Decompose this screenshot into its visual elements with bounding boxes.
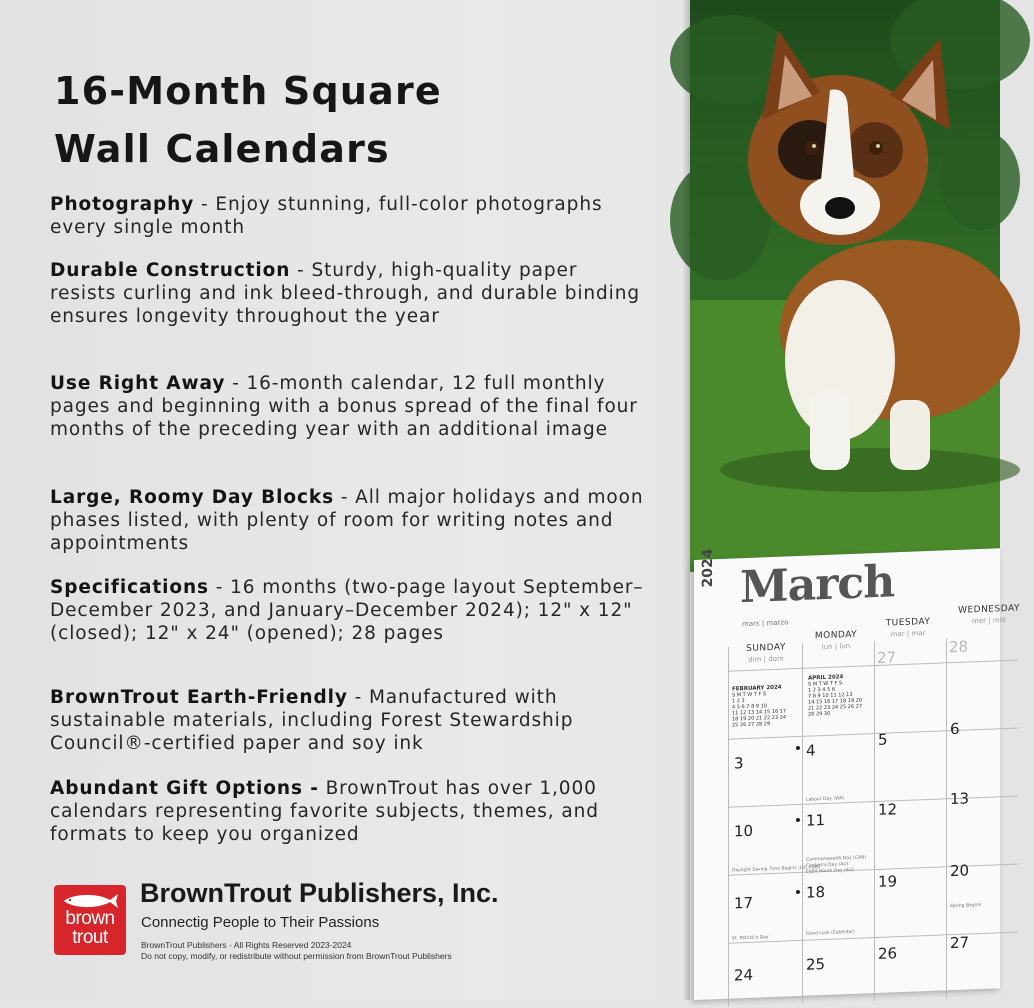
feature-text: Manufactured with sustainable materials, including Forest Stewardship Council®-certified paper and soy ink — [50, 687, 574, 754]
feature-text: 16-month calendar, 12 full monthly pages and beginning with a bonus spread of the final four months of the preceding year with an additional image — [50, 373, 638, 440]
feature-title: Specifications — [50, 577, 209, 598]
holiday-note: Canberra Day (AU) — [806, 862, 849, 869]
logo-word-brown: brown — [65, 908, 115, 929]
weekday-tuesday-sub: mar | mar — [890, 629, 926, 639]
day-cell-prev: 27 — [877, 648, 897, 667]
holiday-note: Spring Begins — [950, 902, 982, 910]
mini-calendar-row: 7 8 9 10 11 12 13 — [808, 691, 853, 700]
feature-separator: - — [347, 687, 369, 708]
mini-calendar-row: 25 26 27 28 29 — [732, 721, 771, 729]
mini-calendar-row: 1 2 3 — [732, 698, 745, 705]
mini-calendar-row: 11 12 13 14 15 16 17 — [732, 708, 787, 717]
title-line-2: Wall Calendars — [54, 127, 390, 171]
publisher-name: BrownTrout Publishers, Inc. — [140, 878, 499, 908]
day-cell: 25 — [806, 954, 826, 974]
weekday-tuesday: TUESDAY — [885, 616, 931, 629]
title-line-1: 16-Month Square — [54, 69, 442, 113]
feature-gift-options — [50, 777, 650, 846]
holiday-note: Good Luck (Calendar) — [806, 929, 855, 937]
moon-phase-icon — [796, 746, 800, 750]
day-cell: 27 — [950, 933, 970, 953]
grid-line — [728, 728, 1018, 740]
mini-calendar-title: APRIL 2024 — [808, 674, 844, 682]
copyright-line: BrownTrout Publishers - All Rights Reserved 2023-2024 — [141, 940, 352, 950]
calendar-year: 2024 — [700, 548, 716, 588]
calendar-month: March — [740, 556, 895, 614]
feature-specifications — [50, 576, 650, 645]
page-title — [54, 62, 442, 178]
mini-calendar-april — [808, 674, 862, 718]
feature-separator: - — [334, 487, 356, 508]
holiday-note: Eight Hours Day (AU) — [806, 867, 854, 875]
day-cell: 5 — [878, 730, 888, 749]
feature-title: Abundant Gift Options - — [50, 778, 319, 799]
feature-text: 16 months (two-page layout September–December 2023, and January–December 2024); 12" x 12" (closed); 12" x 24" (opened); 28 pages — [50, 577, 644, 644]
mini-calendar-row: 1 2 3 4 5 6 — [808, 686, 836, 694]
feature-separator: - — [194, 194, 216, 215]
feature-text: BrownTrout has over 1,000 calendars representing favorite subjects, themes, and formats to keep you organized — [50, 778, 599, 845]
day-cell: 10 — [734, 821, 754, 841]
feature-day-blocks — [50, 486, 650, 555]
day-cell-prev: 28 — [949, 637, 969, 657]
day-cell: 20 — [950, 861, 970, 881]
browntrout-logo — [54, 885, 126, 955]
holiday-note: St. Patrick's Day — [732, 935, 769, 942]
usage-notice: Do not copy, modify, or redistribute without permission from BrownTrout Publishers — [141, 951, 452, 961]
feature-separator: - — [225, 373, 247, 394]
weekday-monday-sub: lun | lun — [821, 641, 851, 652]
mini-calendar-title: FEBRUARY 2024 — [732, 684, 782, 693]
mini-calendar-row: 14 15 16 17 18 19 20 — [808, 697, 863, 706]
day-cell: 4 — [806, 741, 816, 760]
day-cell: 24 — [734, 965, 754, 985]
mini-calendar-row: 21 22 23 24 25 26 27 — [808, 703, 863, 712]
feature-title: Use Right Away — [50, 373, 226, 394]
weekday-monday: MONDAY — [814, 629, 858, 642]
day-cell: 6 — [950, 719, 960, 739]
grid-line — [728, 929, 1018, 944]
weekday-sunday: SUNDAY — [746, 642, 786, 654]
feature-title: BrownTrout Earth-Friendly — [50, 687, 348, 708]
publisher-tagline: Connectig People to Their Passions — [141, 914, 380, 931]
grid-line — [802, 644, 803, 1004]
feature-title: Durable Construction — [50, 260, 291, 281]
logo-wordmark — [54, 909, 126, 947]
dog-photo — [690, 0, 1000, 572]
weekday-wednesday-sub: mer | mié — [972, 616, 1006, 626]
day-cell: 26 — [878, 944, 898, 963]
moon-phase-icon — [796, 818, 800, 822]
mini-calendar-row: 18 19 20 21 22 23 24 — [732, 714, 787, 723]
feature-separator: - — [208, 577, 231, 598]
feature-text: All major holidays and moon phases listed, with plenty of room for writing notes and appointments — [50, 487, 644, 554]
mini-calendar-february — [732, 684, 786, 728]
feature-use-right-away — [50, 372, 650, 441]
mini-calendar-row: 28 29 30 — [808, 710, 831, 718]
feature-photography — [50, 193, 650, 239]
day-cell: 13 — [950, 789, 970, 809]
feature-durable-construction — [50, 259, 650, 328]
grid-line — [728, 647, 729, 1007]
page-fold-shadow — [682, 0, 690, 1000]
day-cell: 18 — [806, 882, 826, 902]
holiday-note: Daylight Saving Time Begins (US, CAN) — [732, 865, 821, 874]
grid-line — [874, 641, 875, 1001]
day-cell: 3 — [734, 754, 744, 773]
weekday-sunday-sub: dim | dom — [748, 654, 784, 664]
weekday-wednesday: WEDNESDAY — [958, 603, 1020, 616]
day-cell: 12 — [878, 800, 898, 819]
feature-text: Sturdy, high-quality paper resists curling and ink bleed-through, and durable binding ensures longevity throughout the year — [50, 260, 640, 327]
holiday-note: Commonwealth Day (CAN) — [806, 855, 867, 863]
feature-separator: - — [290, 260, 312, 281]
logo-word-trout: trout — [72, 927, 108, 948]
grid-line — [946, 638, 947, 998]
day-cell: 11 — [806, 810, 826, 830]
feature-title: Photography — [50, 194, 195, 215]
moon-phase-icon — [796, 890, 800, 894]
day-cell: 17 — [734, 893, 754, 913]
feature-earth-friendly — [50, 686, 650, 755]
mini-calendar-row: 4 5 6 7 8 9 10 — [732, 703, 767, 711]
mini-calendar-header: S M T W T F S — [732, 691, 767, 699]
feature-title: Large, Roomy Day Blocks — [50, 487, 334, 508]
holiday-note: Labour Day (WA) — [806, 796, 845, 803]
feature-separator — [319, 778, 326, 799]
day-cell: 19 — [878, 872, 898, 891]
mini-calendar-header: S M T W T F S — [808, 680, 843, 688]
grid-line — [728, 796, 1018, 808]
month-translation: mars | marzo — [742, 618, 789, 629]
feature-text: Enjoy stunning, full-color photographs every single month — [50, 194, 603, 238]
calendar-page — [694, 548, 1020, 1000]
